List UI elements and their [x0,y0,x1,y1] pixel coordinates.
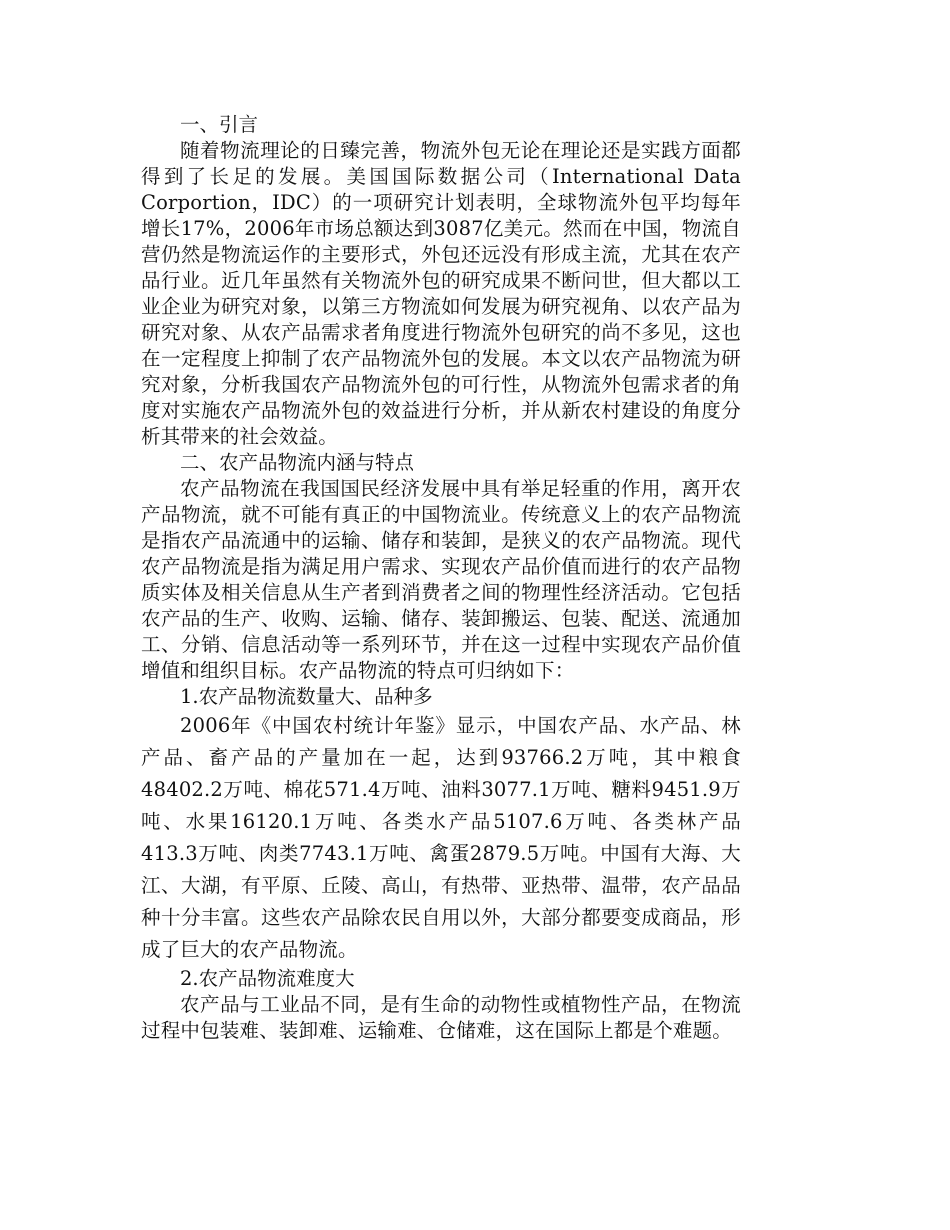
document-body [141,112,741,1044]
section-heading-introduction: 一、引言 [180,113,259,136]
difficulty-paragraph: 农产品与工业品不同，是有生命的动物性或植物性产品，在物流过程中包装难、装卸难、运输难、仓储难，这在国际上都是个难题。 [141,993,741,1042]
introduction-paragraph: 随着物流理论的日臻完善，物流外包无论在理论还是实践方面都得到了长足的发展。美国国际数据公司（International Data Corportion，IDC）的一项研究计划表明，全球物流外包平均每年增长17%，2006年市场总额达到3087亿美元。然而在中国，物流自营仍然是物流运作的主要形式，外包还远没有形成主流，尤其在农产品行业。近几年虽然有关物流外包的研究成果不断问世，但大都以工业企业为研究对象，以第三方物流如何发展为研究视角、以农产品为研究对象、从农产品需求者角度进行物流外包研究的尚不多见，这也在一定程度上抑制了农产品物流外包的发展。本文以农产品物流为研究对象，分析我国农产品物流外包的可行性，从物流外包需求者的角度对实施农产品物流外包的效益进行分析，并从新农村建设的角度分析其带来的社会效益。 [141,139,741,448]
subsection-heading-difficulty: 2.农产品物流难度大 [180,967,355,990]
production-statistics-paragraph: 2006年《中国农村统计年鉴》显示，中国农产品、水产品、林产品、畜产品的产量加在一起，达到93766.2万吨，其中粮食48402.2万吨、棉花571.4万吨、油料3077.1万吨、糖料9451.9万吨、水果16120.1万吨、各类水产品5107.6万吨、各类林产品413.3万吨、肉类7743.1万吨、禽蛋2879.5万吨。中国有大海、大江、大湖，有平原、丘陵、高山，有热带、亚热带、温带，农产品品种十分丰富。这些农产品除农民自用以外，大部分都要变成商品，形成了巨大的农产品物流。 [141,714,741,961]
connotation-paragraph: 农产品物流在我国国民经济发展中具有举足轻重的作用，离开农产品物流，就不可能有真正的中国物流业。传统意义上的农产品物流是指农产品流通中的运输、储存和装卸，是狭义的农产品物流。现代农产品物流是指为满足用户需求、实现农产品价值而进行的农产品物质实体及相关信息从生产者到消费者之间的物理性经济活动。它包括农产品的生产、收购、运输、储存、装卸搬运、包装、配送、流通加工、分销、信息活动等一系列环节，并在这一过程中实现农产品价值增值和组织目标。农产品物流的特点可归纳如下： [141,477,741,682]
subsection-heading-quantity: 1.农产品物流数量大、品种多 [180,685,433,708]
section-heading-connotation: 二、农产品物流内涵与特点 [180,451,415,474]
